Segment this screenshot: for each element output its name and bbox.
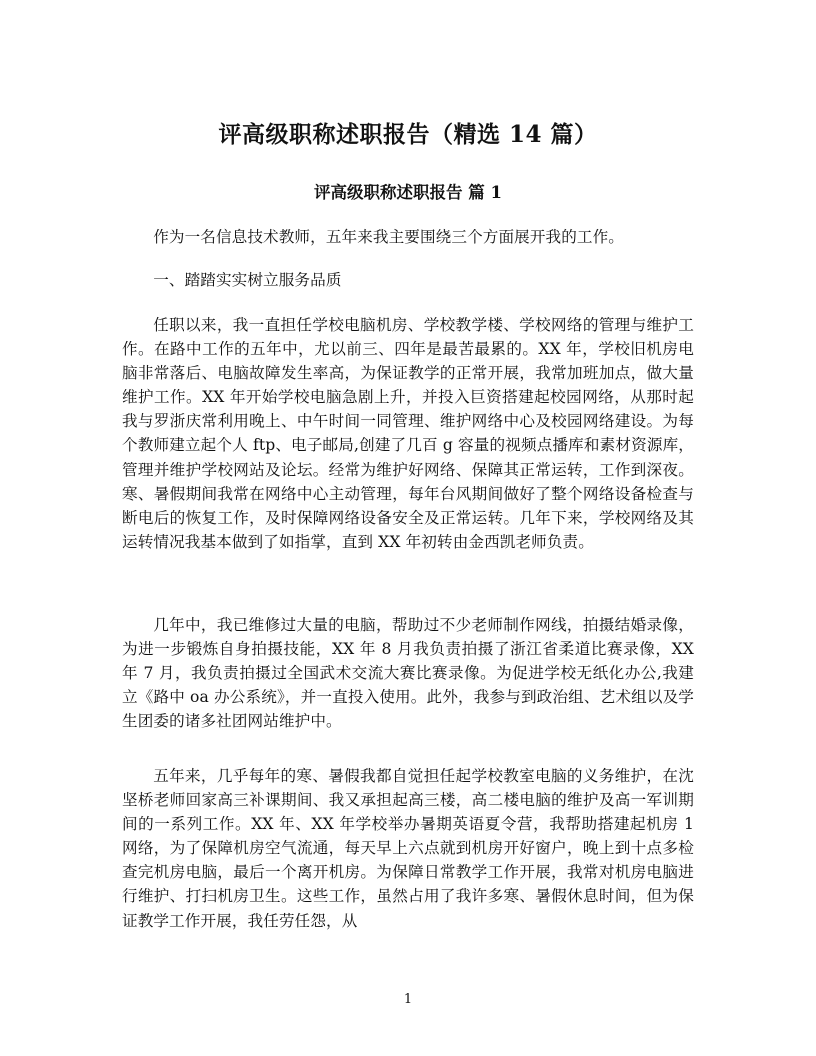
- page-number: 1: [403, 992, 413, 1007]
- paragraph-network-maintenance: 任职以来，我一直担任学校电脑机房、学校教学楼、学校网络的管理与维护工作。在路中工作的五年中，尤以前三、四年是最苦最累的。XX 年，学校旧机房电脑非常落后、电脑故障发生率高，为保证教学的正常开展，我常加班加点，做大量维护工作。XX 年开始学校电脑急剧上升，并投入巨资搭建起校园网络，从那时起我与罗浙庆常利用晚上、中午时间一同管理、维护网络中心及校园网络建设。为每个教师建立起个人 ftp、电子邮局,创建了几百 g 容量的视频点播库和素材资源库，管理并维护学校网站及论坛。经常为维护好网络、保障其正常运转，工作到深夜。寒、暑假期间我常在网络中心主动管理，每年台风期间做好了整个网络设备检查与断电后的恢复工作，及时保障网络设备安全及正常运转。几年下来，学校网络及其运转情况我基本做到了如指掌，直到 XX 年初转由金西凯老师负责。: [122, 316, 694, 551]
- paragraph-holiday-duty: 五年来，几乎每年的寒、暑假我都自觉担任起学校教室电脑的义务维护，在沈坚桥老师回家高三补课期间、我又承担起高三楼，高二楼电脑的维护及高一军训期间的一系列工作。XX 年、XX 年学校举办暑期英语夏令营，我帮助搭建起机房 1 网络，为了保障机房空气流通，每天早上六点就到机房开好窗户，晚上到十点多检查完机房电脑，最后一个离开机房。为保障日常教学工作开展，我常对机房电脑进行维护、打扫机房卫生。这些工作，虽然占用了我许多寒、暑假休息时间，但为保证教学工作开展，我任劳任怨，从: [122, 767, 694, 930]
- paragraph-intro: 作为一名信息技术教师，五年来我主要围绕三个方面展开我的工作。: [153, 228, 625, 246]
- paragraph-computer-repair: 几年中，我已维修过大量的电脑，帮助过不少老师制作网线，拍摄结婚录像，为进一步锻炼自身拍摄技能，XX 年 8 月我负责拍摄了浙江省柔道比赛录像，XX 年 7 月，我负责拍摄过全国武术交流大赛比赛录像。为促进学校无纸化办公,我建立《路中 oa 办公系统》，并一直投入使用。此外，我参与到政治组、艺术组以及学生团委的诸多社团网站维护中。: [122, 616, 694, 731]
- section-heading: 评高级职称述职报告 篇 1: [314, 183, 502, 202]
- paragraph-section-heading: 一、踏踏实实树立服务品质: [153, 271, 342, 289]
- document-title: 评高级职称述职报告（精选 14 篇）: [218, 121, 598, 148]
